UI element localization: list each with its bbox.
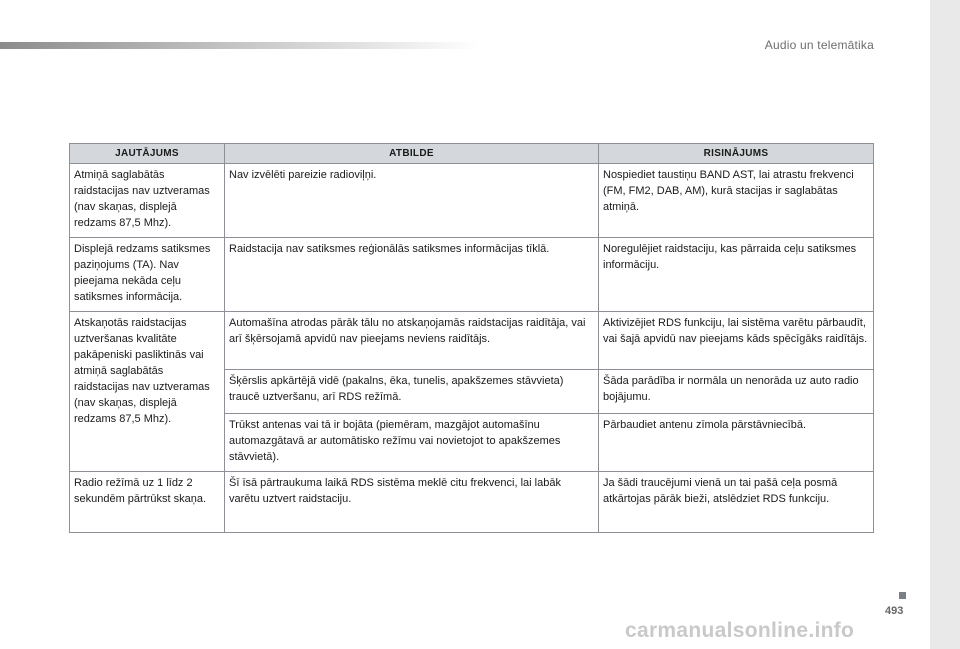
answer-cell: Šī īsā pārtraukuma laikā RDS sistēma meklē citu frekvenci, lai labāk varētu uztvert raidstaciju. xyxy=(225,472,599,533)
solution-cell: Ja šādi traucējumi vienā un tai pašā ceļa posmā atkārtojas pārāk bieži, atslēdziet RDS funkciju. xyxy=(599,472,874,533)
section-title: Audio un telemātika xyxy=(764,38,874,52)
side-strip xyxy=(930,0,960,649)
solution-cell: Šāda parādība ir normāla un nenorāda uz auto radio bojājumu. xyxy=(599,370,874,414)
answer-cell: Automašīna atrodas pārāk tālu no atskaņojamās raidstacijas raidītāja, vai arī šķērsojamā apvidū nav pieejams neviens raidītājs. xyxy=(225,312,599,370)
question-cell: Atmiņā saglabātās raidstacijas nav uztveramas (nav skaņas, displejā redzams 87,5 Mhz). xyxy=(70,164,225,238)
answer-cell: Šķērslis apkārtējā vidē (pakalns, ēka, tunelis, apakšzemes stāvvieta) traucē uztveršanu, arī RDS režīmā. xyxy=(225,370,599,414)
column-header-answer: ATBILDE xyxy=(225,144,599,164)
troubleshooting-table xyxy=(69,143,874,533)
table-row xyxy=(70,164,874,238)
column-header-solution: RISINĀJUMS xyxy=(599,144,874,164)
question-cell: Displejā redzams satiksmes paziņojums (TA). Nav pieejama nekāda ceļu satiksmes informācija. xyxy=(70,238,225,312)
page-marker-square xyxy=(899,592,906,599)
table-row xyxy=(70,312,874,370)
solution-cell: Aktivizējiet RDS funkciju, lai sistēma varētu pārbaudīt, vai šajā apvidū nav pieejams kāds spēcīgāks raidītājs. xyxy=(599,312,874,370)
table-row xyxy=(70,238,874,312)
solution-cell: Nospiediet taustiņu BAND AST, lai atrastu frekvenci (FM, FM2, DAB, AM), kurā stacijas ir saglabātas atmiņā. xyxy=(599,164,874,238)
question-cell: Radio režīmā uz 1 līdz 2 sekundēm pārtrūkst skaņa. xyxy=(70,472,225,533)
column-header-question: JAUTĀJUMS xyxy=(70,144,225,164)
page-number: 493 xyxy=(885,605,904,617)
question-cell: Atskaņotās raidstacijas uztveršanas kvalitāte pakāpeniski pasliktinās vai atmiņā saglabātās raidstacijas nav uztveramas (nav skaņas, displejā redzams 87,5 Mhz). xyxy=(70,312,225,472)
table-row xyxy=(70,472,874,533)
solution-cell: Noregulējiet raidstaciju, kas pārraida ceļu satiksmes informāciju. xyxy=(599,238,874,312)
answer-cell: Nav izvēlēti pareizie radioviļņi. xyxy=(225,164,599,238)
table-header-row xyxy=(70,144,874,164)
answer-cell: Trūkst antenas vai tā ir bojāta (piemēram, mazgājot automašīnu automazgātavā ar automātisko režīmu vai novietojot to apakšzemes stāvvietā). xyxy=(225,414,599,472)
answer-cell: Raidstacija nav satiksmes reģionālās satiksmes informācijas tīklā. xyxy=(225,238,599,312)
solution-cell: Pārbaudiet antenu zīmola pārstāvniecībā. xyxy=(599,414,874,472)
header-gradient-bar xyxy=(0,42,480,49)
watermark: carmanualsonline.info xyxy=(625,619,855,642)
